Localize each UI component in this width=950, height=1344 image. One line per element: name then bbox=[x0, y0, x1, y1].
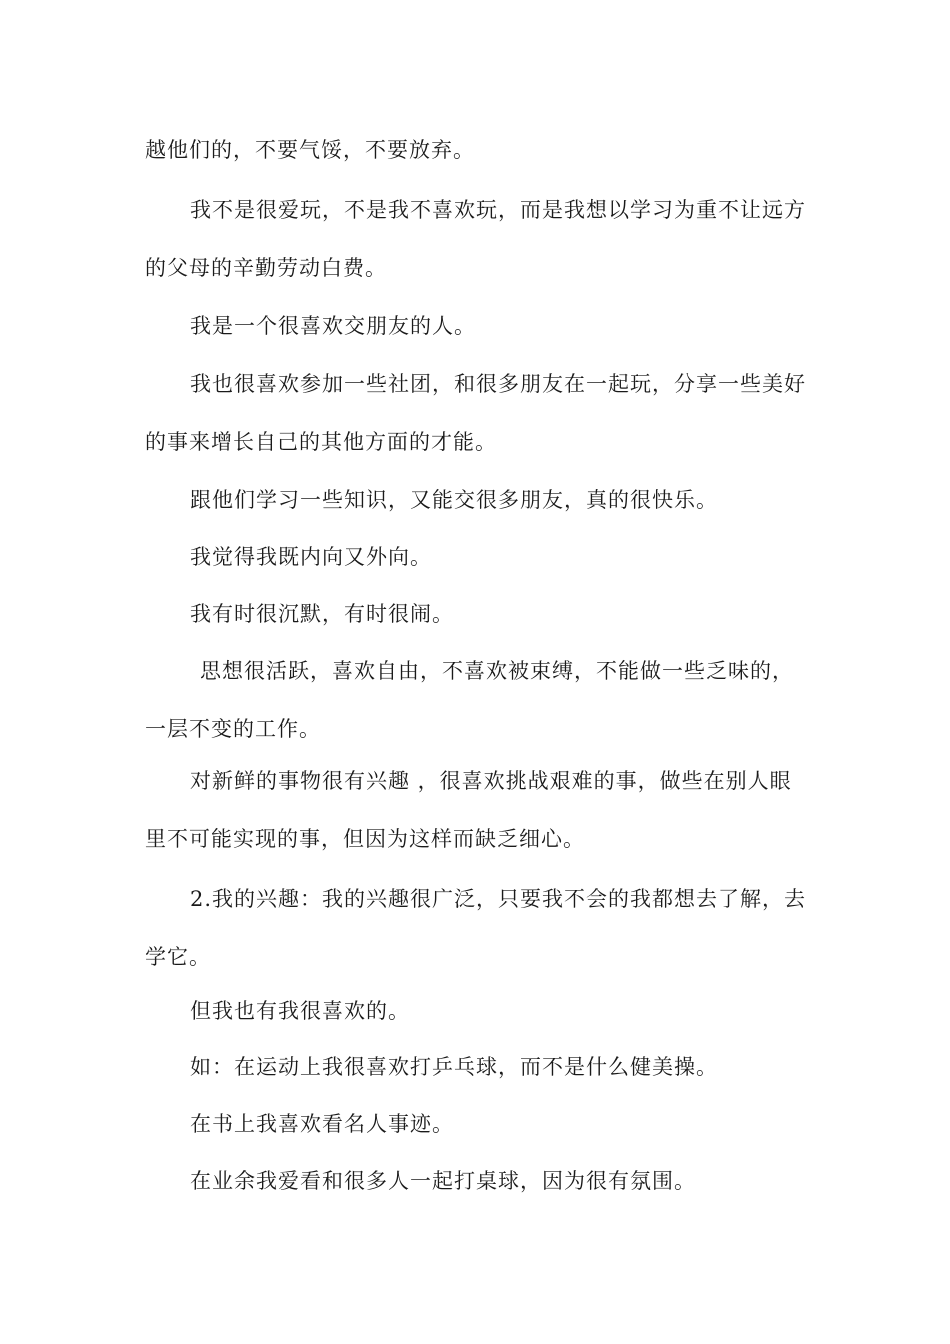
paragraph-10: 2.我的兴趣：我的兴趣很广泛，只要我不会的我都想去了解，去学它。 bbox=[145, 887, 807, 969]
paragraph-11: 但我也有我很喜欢的。 bbox=[190, 999, 410, 1023]
paragraph-2: 我不是很爱玩，不是我不喜欢玩，而是我想以学习为重不让远方的父母的辛勤劳动白费。 bbox=[145, 198, 806, 280]
paragraph-9: 对新鲜的事物很有兴趣 ，很喜欢挑战艰难的事，做些在别人眼里不可能实现的事，但因为这样而缺乏细心。 bbox=[145, 769, 792, 851]
paragraph-4: 我也很喜欢参加一些社团，和很多朋友在一起玩，分享一些美好的事来增长自己的其他方面的才能。 bbox=[145, 372, 806, 454]
paragraph-14: 在业余我爱看和很多人一起打桌球，因为很有氛围。 bbox=[190, 1169, 696, 1193]
paragraph-8: 思想很活跃，喜欢自由，不喜欢被束缚，不能做一些乏味的，一层不变的工作。 bbox=[145, 659, 794, 741]
paragraph-1: 越他们的，不要气馁，不要放弃。 bbox=[145, 138, 475, 162]
paragraph-7: 我有时很沉默，有时很闹。 bbox=[190, 602, 454, 626]
paragraph-12: 如：在运动上我很喜欢打乒乓球，而不是什么健美操。 bbox=[190, 1055, 718, 1079]
paragraph-13: 在书上我喜欢看名人事迹。 bbox=[190, 1112, 454, 1136]
paragraph-5: 跟他们学习一些知识，又能交很多朋友，真的很快乐。 bbox=[190, 488, 718, 512]
paragraph-3: 我是一个很喜欢交朋友的人。 bbox=[190, 314, 476, 338]
paragraph-6: 我觉得我既内向又外向。 bbox=[190, 545, 432, 569]
